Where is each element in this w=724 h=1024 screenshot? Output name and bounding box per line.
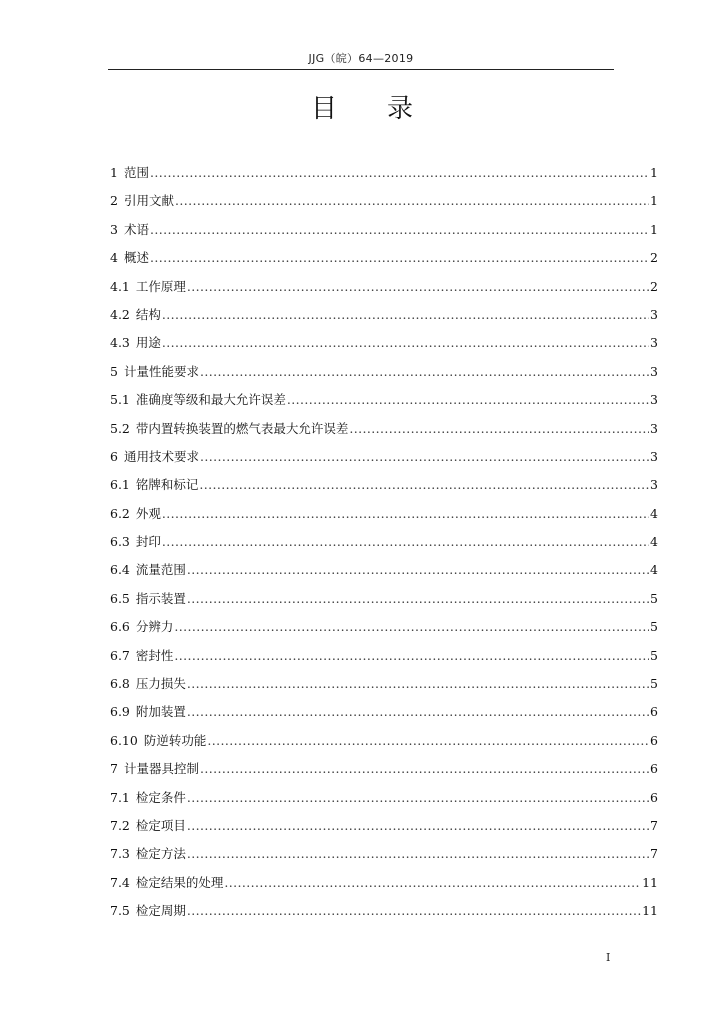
toc-entry-label: 外观 xyxy=(135,505,161,521)
document-code-header: JJG（皖）64—2019 xyxy=(308,52,414,65)
toc-dot-leader xyxy=(150,244,649,272)
toc-entry[interactable] xyxy=(110,727,658,755)
toc-dot-leader xyxy=(187,556,649,584)
toc-entry[interactable] xyxy=(110,500,658,528)
toc-entry-page: 1 xyxy=(650,221,658,237)
toc-entry-number: 7.1 xyxy=(110,789,130,805)
toc-dot-leader xyxy=(162,500,649,528)
toc-entry[interactable] xyxy=(110,216,658,244)
toc-entry-label: 检定周期 xyxy=(135,903,186,919)
toc-dot-leader xyxy=(200,443,649,471)
toc-dot-leader xyxy=(199,471,649,499)
toc-entry[interactable] xyxy=(110,556,658,584)
toc-entry[interactable] xyxy=(110,329,658,357)
toc-entry-number: 3 xyxy=(110,221,118,237)
toc-entry[interactable] xyxy=(110,358,658,386)
toc-dot-leader xyxy=(287,386,649,414)
toc-entry-number: 7 xyxy=(110,761,118,777)
toc-entry-number: 7.5 xyxy=(110,903,130,919)
toc-entry[interactable] xyxy=(110,528,658,556)
toc-dot-leader xyxy=(187,698,649,726)
toc-entry[interactable] xyxy=(110,301,658,329)
toc-entry-page: 11 xyxy=(642,903,658,919)
toc-entry-number: 6.10 xyxy=(110,732,138,748)
toc-entry-label: 检定方法 xyxy=(135,846,186,862)
toc-dot-leader xyxy=(187,812,649,840)
toc-entry-label: 流量范围 xyxy=(135,562,186,578)
toc-entry-page: 3 xyxy=(650,477,658,493)
toc-dot-leader xyxy=(200,755,649,783)
toc-entry[interactable] xyxy=(110,897,658,925)
toc-entry-label: 压力损失 xyxy=(135,676,186,692)
toc-entry-label: 防逆转功能 xyxy=(143,732,207,748)
page-title: 目录 xyxy=(310,94,463,124)
toc-entry-number: 4.1 xyxy=(110,278,130,294)
toc-entry-page: 3 xyxy=(650,420,658,436)
toc-entry-page: 2 xyxy=(650,250,658,266)
toc-entry-label: 铭牌和标记 xyxy=(135,477,199,493)
toc-entry-label: 概述 xyxy=(123,250,149,266)
toc-dot-leader xyxy=(174,613,649,641)
toc-entry-number: 5 xyxy=(110,363,118,379)
toc-dot-leader xyxy=(187,840,649,868)
toc-entry[interactable] xyxy=(110,244,658,272)
table-of-contents xyxy=(110,159,658,926)
toc-entry-page: 6 xyxy=(650,761,658,777)
toc-entry-label: 检定结果的处理 xyxy=(135,874,224,890)
toc-dot-leader xyxy=(207,727,649,755)
toc-dot-leader xyxy=(187,897,641,925)
toc-entry-label: 结构 xyxy=(135,306,161,322)
toc-entry-number: 2 xyxy=(110,193,118,209)
toc-entry-label: 引用文献 xyxy=(123,193,174,209)
toc-entry-label: 指示装置 xyxy=(135,590,186,606)
toc-entry-label: 通用技术要求 xyxy=(123,448,199,464)
toc-entry[interactable] xyxy=(110,869,658,897)
toc-entry-number: 1 xyxy=(110,165,118,180)
toc-dot-leader xyxy=(175,187,649,215)
toc-entry[interactable] xyxy=(110,443,658,471)
toc-entry-page: 6 xyxy=(650,704,658,720)
toc-entry-label: 检定条件 xyxy=(135,789,186,805)
toc-entry-page: 3 xyxy=(650,306,658,322)
toc-entry-number: 7.2 xyxy=(110,817,130,833)
toc-entry[interactable] xyxy=(110,585,658,613)
toc-entry-number: 6.8 xyxy=(110,676,130,692)
toc-entry-page: 6 xyxy=(650,789,658,805)
toc-entry[interactable] xyxy=(110,670,658,698)
toc-dot-leader xyxy=(187,273,649,301)
toc-entry-page: 5 xyxy=(650,619,658,635)
toc-entry-page: 4 xyxy=(650,505,658,521)
toc-entry-page: 4 xyxy=(650,534,658,550)
toc-entry[interactable] xyxy=(110,812,658,840)
toc-entry-page: 6 xyxy=(650,732,658,748)
toc-entry-page: 2 xyxy=(650,278,658,294)
toc-entry[interactable] xyxy=(110,187,658,215)
toc-dot-leader xyxy=(349,415,649,443)
toc-entry[interactable] xyxy=(110,698,658,726)
toc-entry[interactable] xyxy=(110,273,658,301)
toc-entry-page: 5 xyxy=(650,647,658,663)
toc-entry[interactable] xyxy=(110,840,658,868)
toc-dot-leader xyxy=(162,528,649,556)
toc-dot-leader xyxy=(187,585,649,613)
toc-entry-label: 检定项目 xyxy=(135,817,186,833)
toc-entry-number: 6 xyxy=(110,448,118,464)
toc-entry-label: 范围 xyxy=(123,165,149,180)
toc-dot-leader xyxy=(162,301,649,329)
toc-entry-page: 1 xyxy=(650,193,658,209)
toc-entry-label: 分辨力 xyxy=(135,619,174,635)
toc-entry-number: 6.6 xyxy=(110,619,130,635)
toc-entry-number: 6.1 xyxy=(110,477,130,493)
toc-entry-label: 计量器具控制 xyxy=(123,761,199,777)
toc-entry-page: 1 xyxy=(650,165,658,180)
toc-entry-page: 3 xyxy=(650,335,658,351)
toc-entry-label: 密封性 xyxy=(135,647,174,663)
toc-entry-label: 计量性能要求 xyxy=(123,363,199,379)
toc-entry-number: 6.4 xyxy=(110,562,130,578)
toc-entry-page: 3 xyxy=(650,392,658,408)
toc-entry-number: 7.4 xyxy=(110,874,130,890)
toc-entry-number: 4.2 xyxy=(110,306,130,322)
toc-dot-leader xyxy=(174,642,649,670)
toc-entry[interactable] xyxy=(110,755,658,783)
header-divider xyxy=(108,69,614,70)
toc-entry-number: 4 xyxy=(110,250,118,266)
toc-entry[interactable] xyxy=(110,471,658,499)
toc-entry-number: 5.2 xyxy=(110,420,130,436)
toc-entry-label: 用途 xyxy=(135,335,161,351)
toc-entry[interactable] xyxy=(110,613,658,641)
toc-entry-number: 7.3 xyxy=(110,846,130,862)
toc-entry-number: 6.9 xyxy=(110,704,130,720)
toc-entry-page: 5 xyxy=(650,590,658,606)
toc-entry[interactable] xyxy=(110,415,658,443)
toc-entry[interactable] xyxy=(110,386,658,414)
page-number: I xyxy=(606,951,611,964)
toc-entry[interactable] xyxy=(110,642,658,670)
toc-entry-number: 6.3 xyxy=(110,534,130,550)
toc-entry[interactable] xyxy=(110,784,658,812)
toc-entry-page: 11 xyxy=(642,874,658,890)
toc-entry-page: 5 xyxy=(650,676,658,692)
toc-entry-page: 4 xyxy=(650,562,658,578)
toc-dot-leader xyxy=(150,216,649,244)
toc-entry-number: 6.5 xyxy=(110,590,130,606)
toc-entry-label: 术语 xyxy=(123,221,149,237)
toc-entry-page: 3 xyxy=(650,363,658,379)
toc-entry-label: 带内置转换装置的燃气表最大允许误差 xyxy=(135,420,349,436)
toc-dot-leader xyxy=(162,329,649,357)
toc-entry-label: 工作原理 xyxy=(135,278,186,294)
toc-entry-number: 6.7 xyxy=(110,647,130,663)
toc-entry-label: 封印 xyxy=(135,534,161,550)
toc-entry-label: 附加装置 xyxy=(135,704,186,720)
toc-entry-number: 4.3 xyxy=(110,335,130,351)
toc-entry-page: 7 xyxy=(650,846,658,862)
toc-entry-page: 7 xyxy=(650,817,658,833)
toc-entry[interactable] xyxy=(110,159,658,187)
toc-dot-leader xyxy=(224,869,641,897)
toc-entry-number: 5.1 xyxy=(110,392,130,408)
toc-dot-leader xyxy=(200,358,649,386)
toc-dot-leader xyxy=(187,784,649,812)
toc-entry-label: 准确度等级和最大允许误差 xyxy=(135,392,286,408)
toc-entry-number: 6.2 xyxy=(110,505,130,521)
toc-dot-leader xyxy=(150,159,649,187)
toc-dot-leader xyxy=(187,670,649,698)
toc-entry-page: 3 xyxy=(650,448,658,464)
